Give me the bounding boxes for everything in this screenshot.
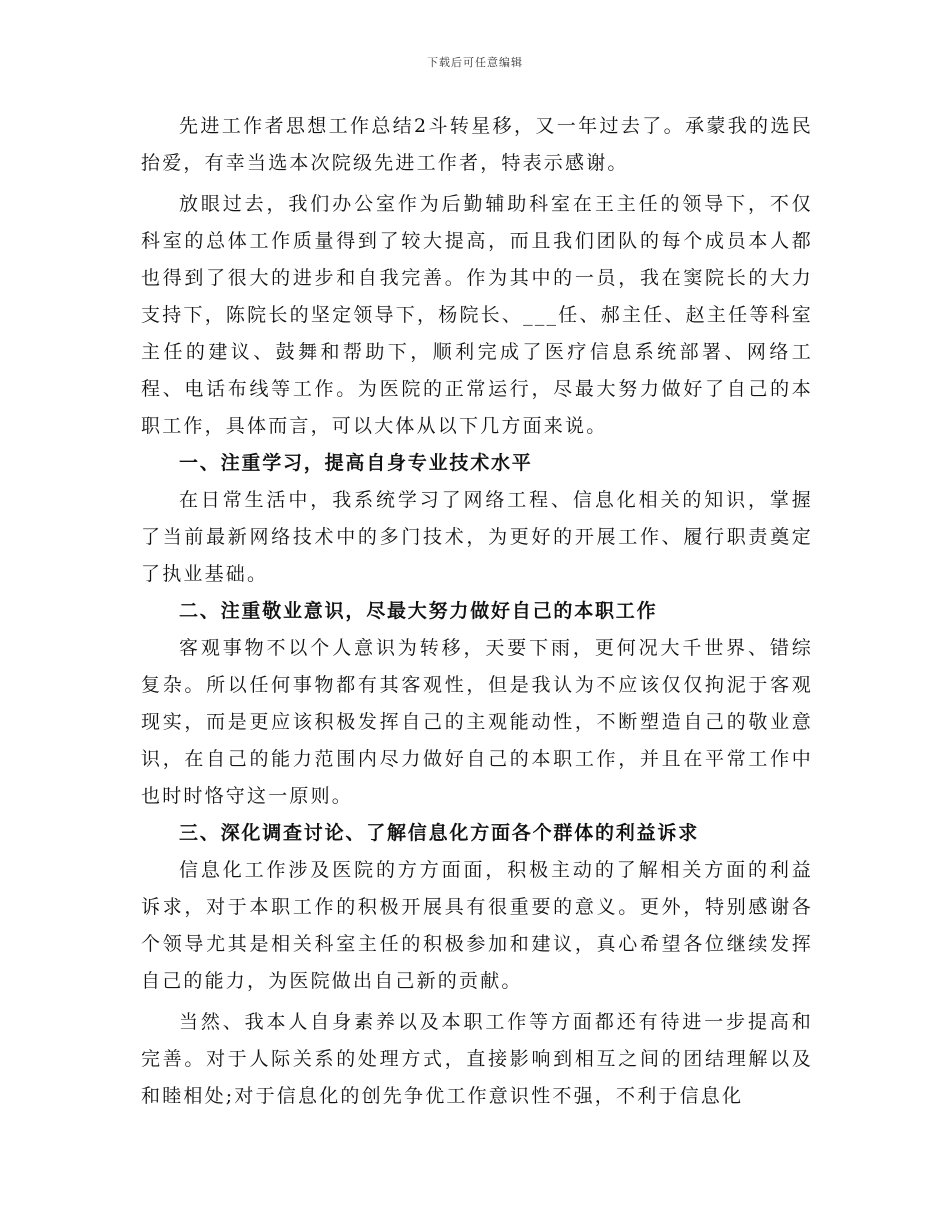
paragraph-dedication: 客观事物不以个人意识为转移，天要下雨，更何况大千世界、错综复杂。所以任何事物都有其客观性，但是我认为不应该仅仅拘泥于客观现实，而是更应该积极发挥自己的主观能动性，不断塑造自己的敬业意识，在自己的能力范围内尽力做好自己的本职工作，并且在平常工作中也时时恪守这一原则。 [141,637,813,807]
paragraph-research: 信息化工作涉及医院的方方面面，积极主动的了解相关方面的利益诉求，对于本职工作的积极开展具有很重要的意义。更外，特别感谢各个领导尤其是相关科室主任的积极参加和建议，真心希望各位继续发挥自己的能力，为医院做出自己新的贡献。 [141,859,813,992]
section-heading-2: 二、注重敬业意识，尽最大努力做好自己的本职工作 [179,600,658,622]
paragraph-study: 在日常生活中，我系统学习了网络工程、信息化相关的知识，掌握了当前最新网络技术中的多门技术，为更好的开展工作、履行职责奠定了执业基础。 [141,489,813,585]
section-heading-1: 一、注重学习，提高自身专业技术水平 [179,452,533,474]
document-body [141,108,813,1115]
paragraph-intro: 先进工作者思想工作总结2斗转星移，又一年过去了。承蒙我的选民抬爱，有幸当选本次院级先进工作者，特表示感谢。 [141,115,813,174]
paragraph-review: 放眼过去，我们办公室作为后勤辅助科室在王主任的领导下，不仅科室的总体工作质量得到了较大提高，而且我们团队的每个成员本人都也得到了很大的进步和自我完善。作为其中的一员，我在窦院长的大力支持下，陈院长的坚定领导下，杨院长、___任、郝主任、赵主任等科室主任的建议、鼓舞和帮助下，顺利完成了医疗信息系统部署、网络工程、电话布线等工作。为医院的正常运行，尽最大努力做好了自己的本职工作，具体而言，可以大体从以下几方面来说。 [141,193,813,437]
section-heading-3: 三、深化调查讨论、了解信息化方面各个群体的利益诉求 [179,822,700,844]
download-note: 下载后可任意编辑 [427,56,523,69]
paragraph-shortcomings: 当然、我本人自身素养以及本职工作等方面都还有待进一步提高和完善。对于人际关系的处理方式，直接影响到相互之间的团结理解以及和睦相处;对于信息化的创先争优工作意识性不强，不利于信息化 [141,1011,813,1107]
